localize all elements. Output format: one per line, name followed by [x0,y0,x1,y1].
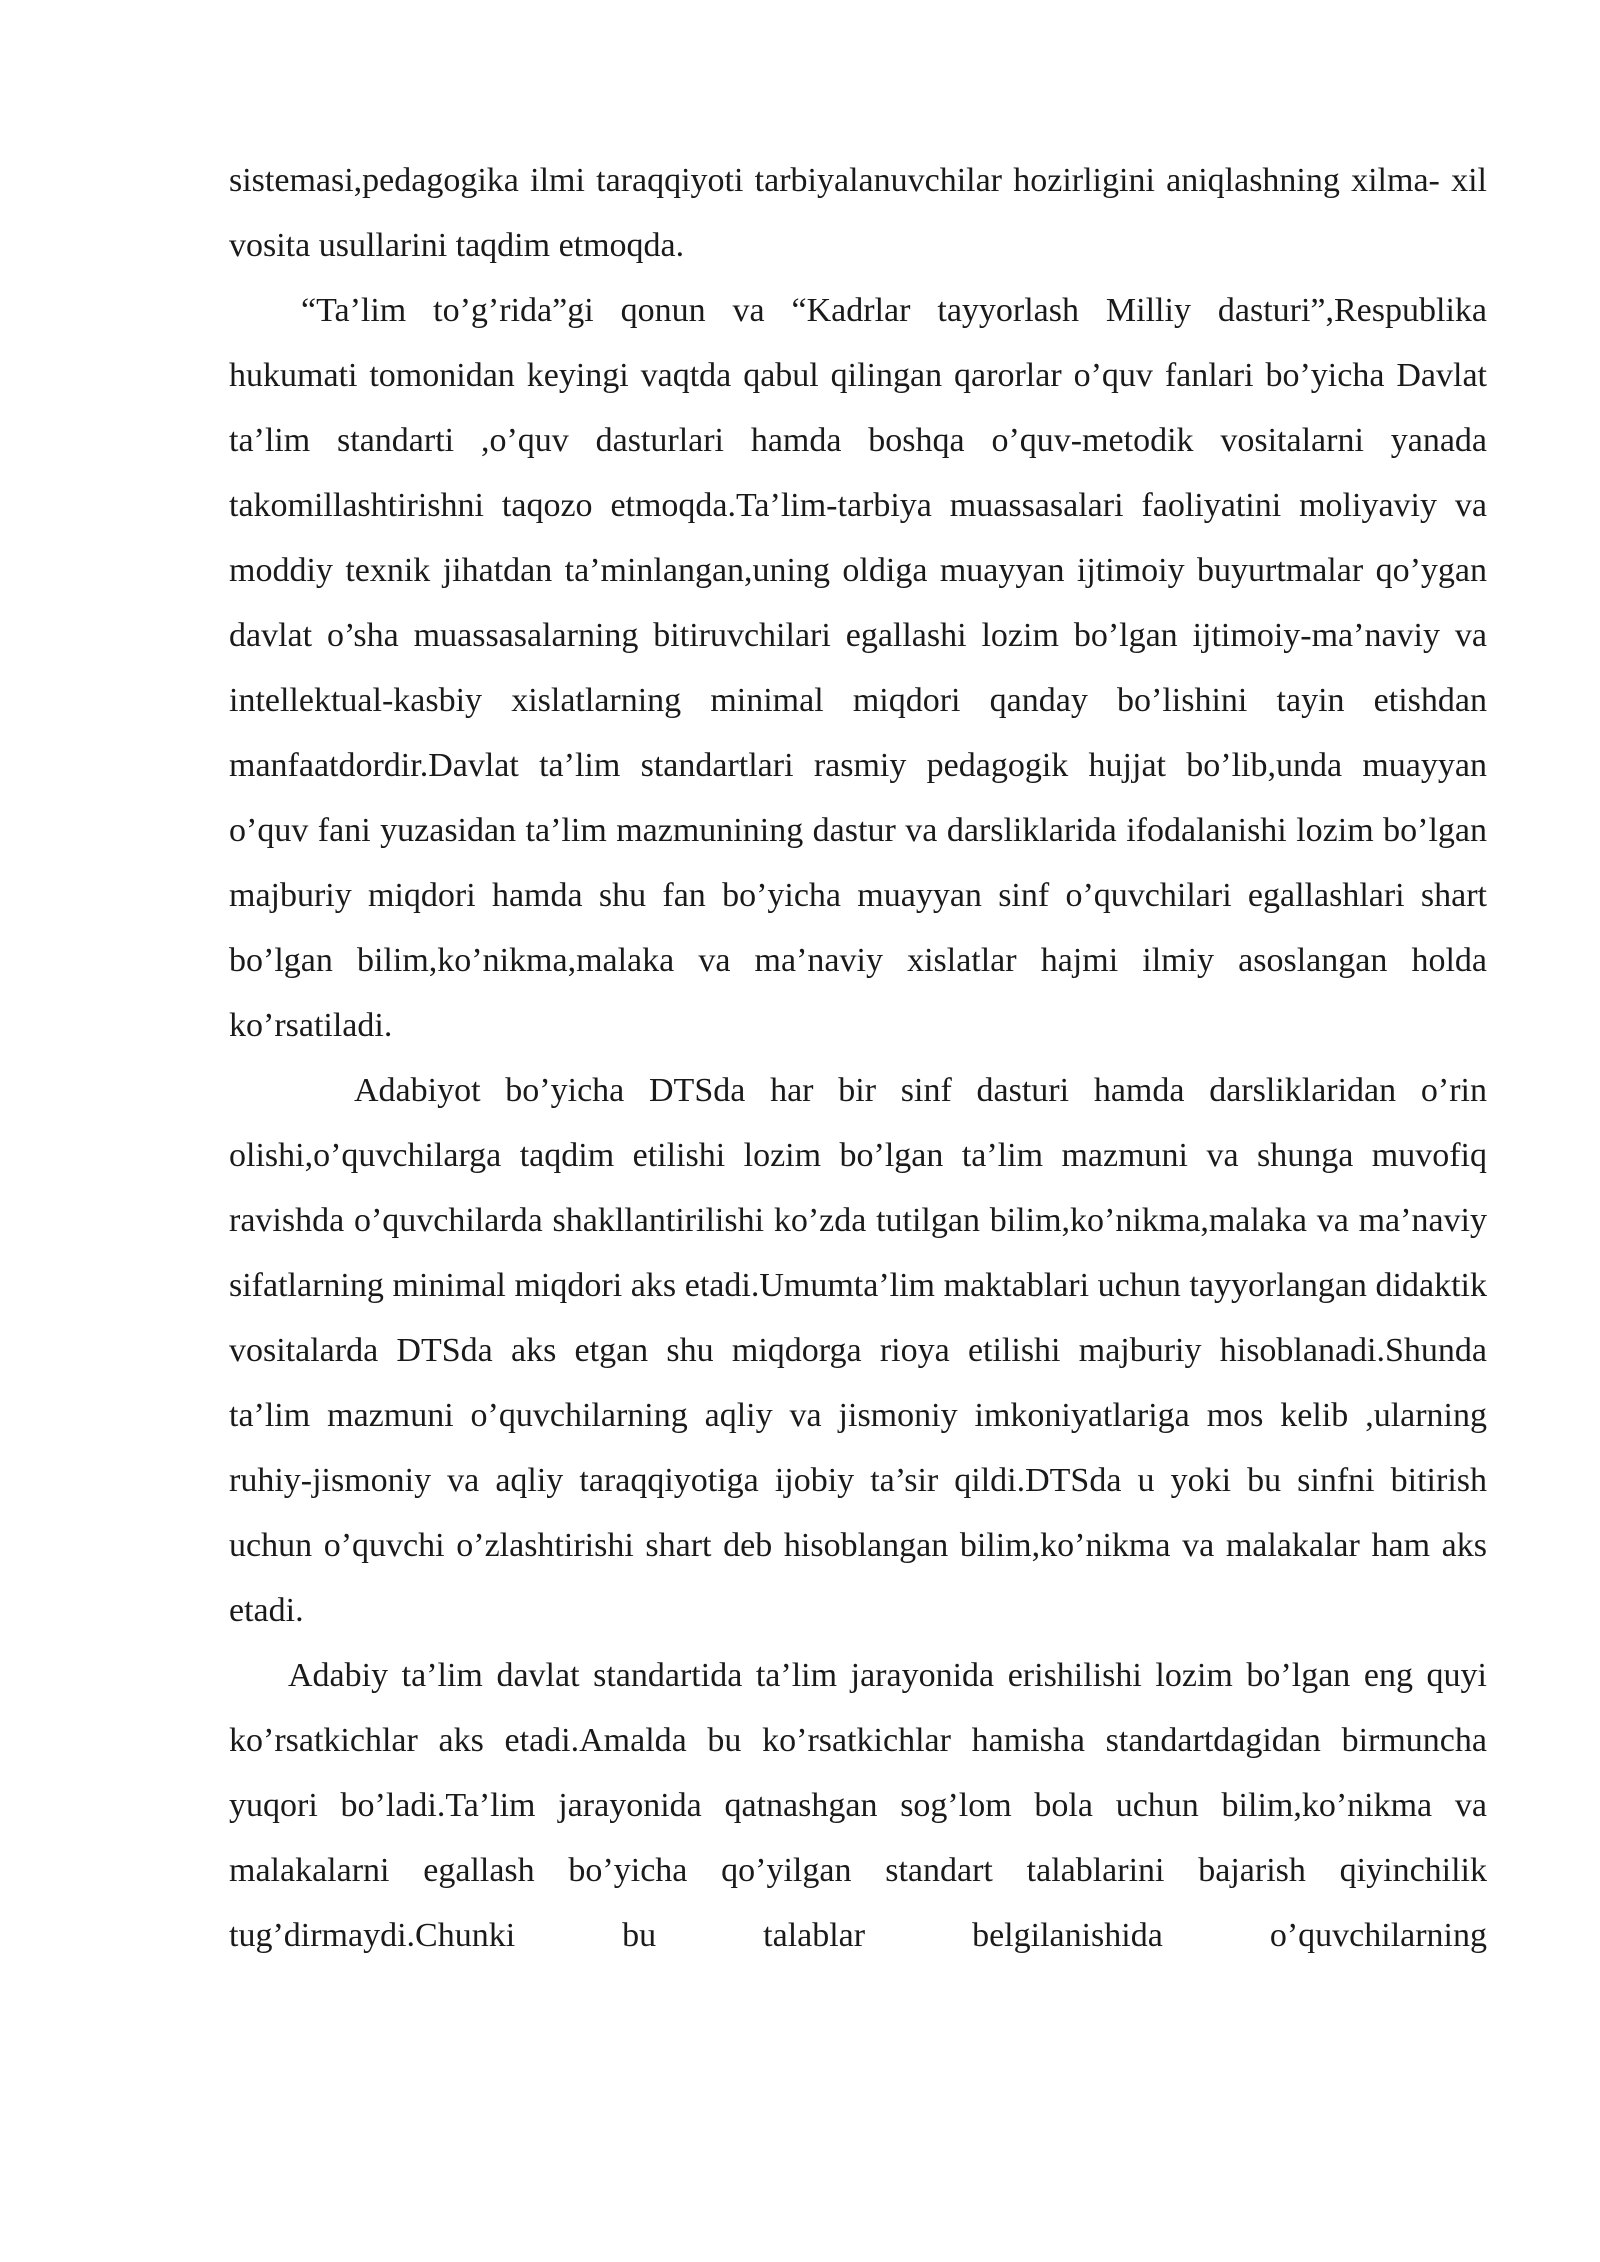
paragraph-4: Adabiy ta’lim davlat standartida ta’lim jarayonida erishilishi lozim bo’lgan eng quyi ko’rsatkichlar aks etadi.Amalda bu ko’rsatkichlar hamisha standartdagidan birmuncha yuqori bo’ladi.Ta’lim jarayonida qatnashgan sog’lom bola uchun bilim,ko’nikma va malakalarni egallash bo’yicha qo’yilgan standart talablarini bajarish qiyinchilik tug’dirmaydi.Chunki bu talablar belgilanishida o’quvchilarning [229,1657,1487,1954]
document-body [229,148,1487,1968]
paragraph-2: “Ta’lim to’g’rida”gi qonun va “Kadrlar tayyorlash Milliy dasturi”,Respublika hukumati tomonidan keyingi vaqtda qabul qilingan qarorlar o’quv fanlari bo’yicha Davlat ta’lim standarti ,o’quv dasturlari hamda boshqa o’quv-metodik vositalarni yanada takomillashtirishni taqozo etmoqda.Ta’lim-tarbiya muassasalari faoliyatini moliyaviy va moddiy texnik jihatdan ta’minlangan,uning oldiga muayyan ijtimoiy buyurtmalar qo’ygan davlat o’sha muassasalarning bitiruvchilari egallashi lozim bo’lgan ijtimoiy-ma’naviy va intellektual-kasbiy xislatlarning minimal miqdori qanday bo’lishini tayin etishdan manfaatdordir.Davlat ta’lim standartlari rasmiy pedagogik hujjat bo’lib,unda muayyan o’quv fani yuzasidan ta’lim mazmunining dastur va darsliklarida ifodalanishi lozim bo’lgan majburiy miqdori hamda shu fan bo’yicha muayyan sinf o’quvchilari egallashlari shart bo’lgan bilim,ko’nikma,malaka va ma’naviy xislatlar hajmi ilmiy asoslangan holda ko’rsatiladi. [229,292,1487,1044]
paragraph-3: Adabiyot bo’yicha DTSda har bir sinf dasturi hamda darsliklaridan o’rin olishi,o’quvchilarga taqdim etilishi lozim bo’lgan ta’lim mazmuni va shunga muvofiq ravishda o’quvchilarda shakllantirilishi ko’zda tutilgan bilim,ko’nikma,malaka va ma’naviy sifatlarning minimal miqdori aks etadi.Umumta’lim maktablari uchun tayyorlangan didaktik vositalarda DTSda aks etgan shu miqdorga rioya etilishi majburiy hisoblanadi.Shunda ta’lim mazmuni o’quvchilarning aqliy va jismoniy imkoniyatlariga mos kelib ,ularning ruhiy-jismoniy va aqliy taraqqiyotiga ijobiy ta’sir qildi.DTSda u yoki bu sinfni bitirish uchun o’quvchi o’zlashtirishi shart deb hisoblangan bilim,ko’nikma va malakalar ham aks etadi. [229,1072,1487,1629]
paragraph-1: sistemasi,pedagogika ilmi taraqqiyoti tarbiyalanuvchilar hozirligini aniqlashning xilma- xil vosita usullarini taqdim etmoqda. [229,162,1487,264]
